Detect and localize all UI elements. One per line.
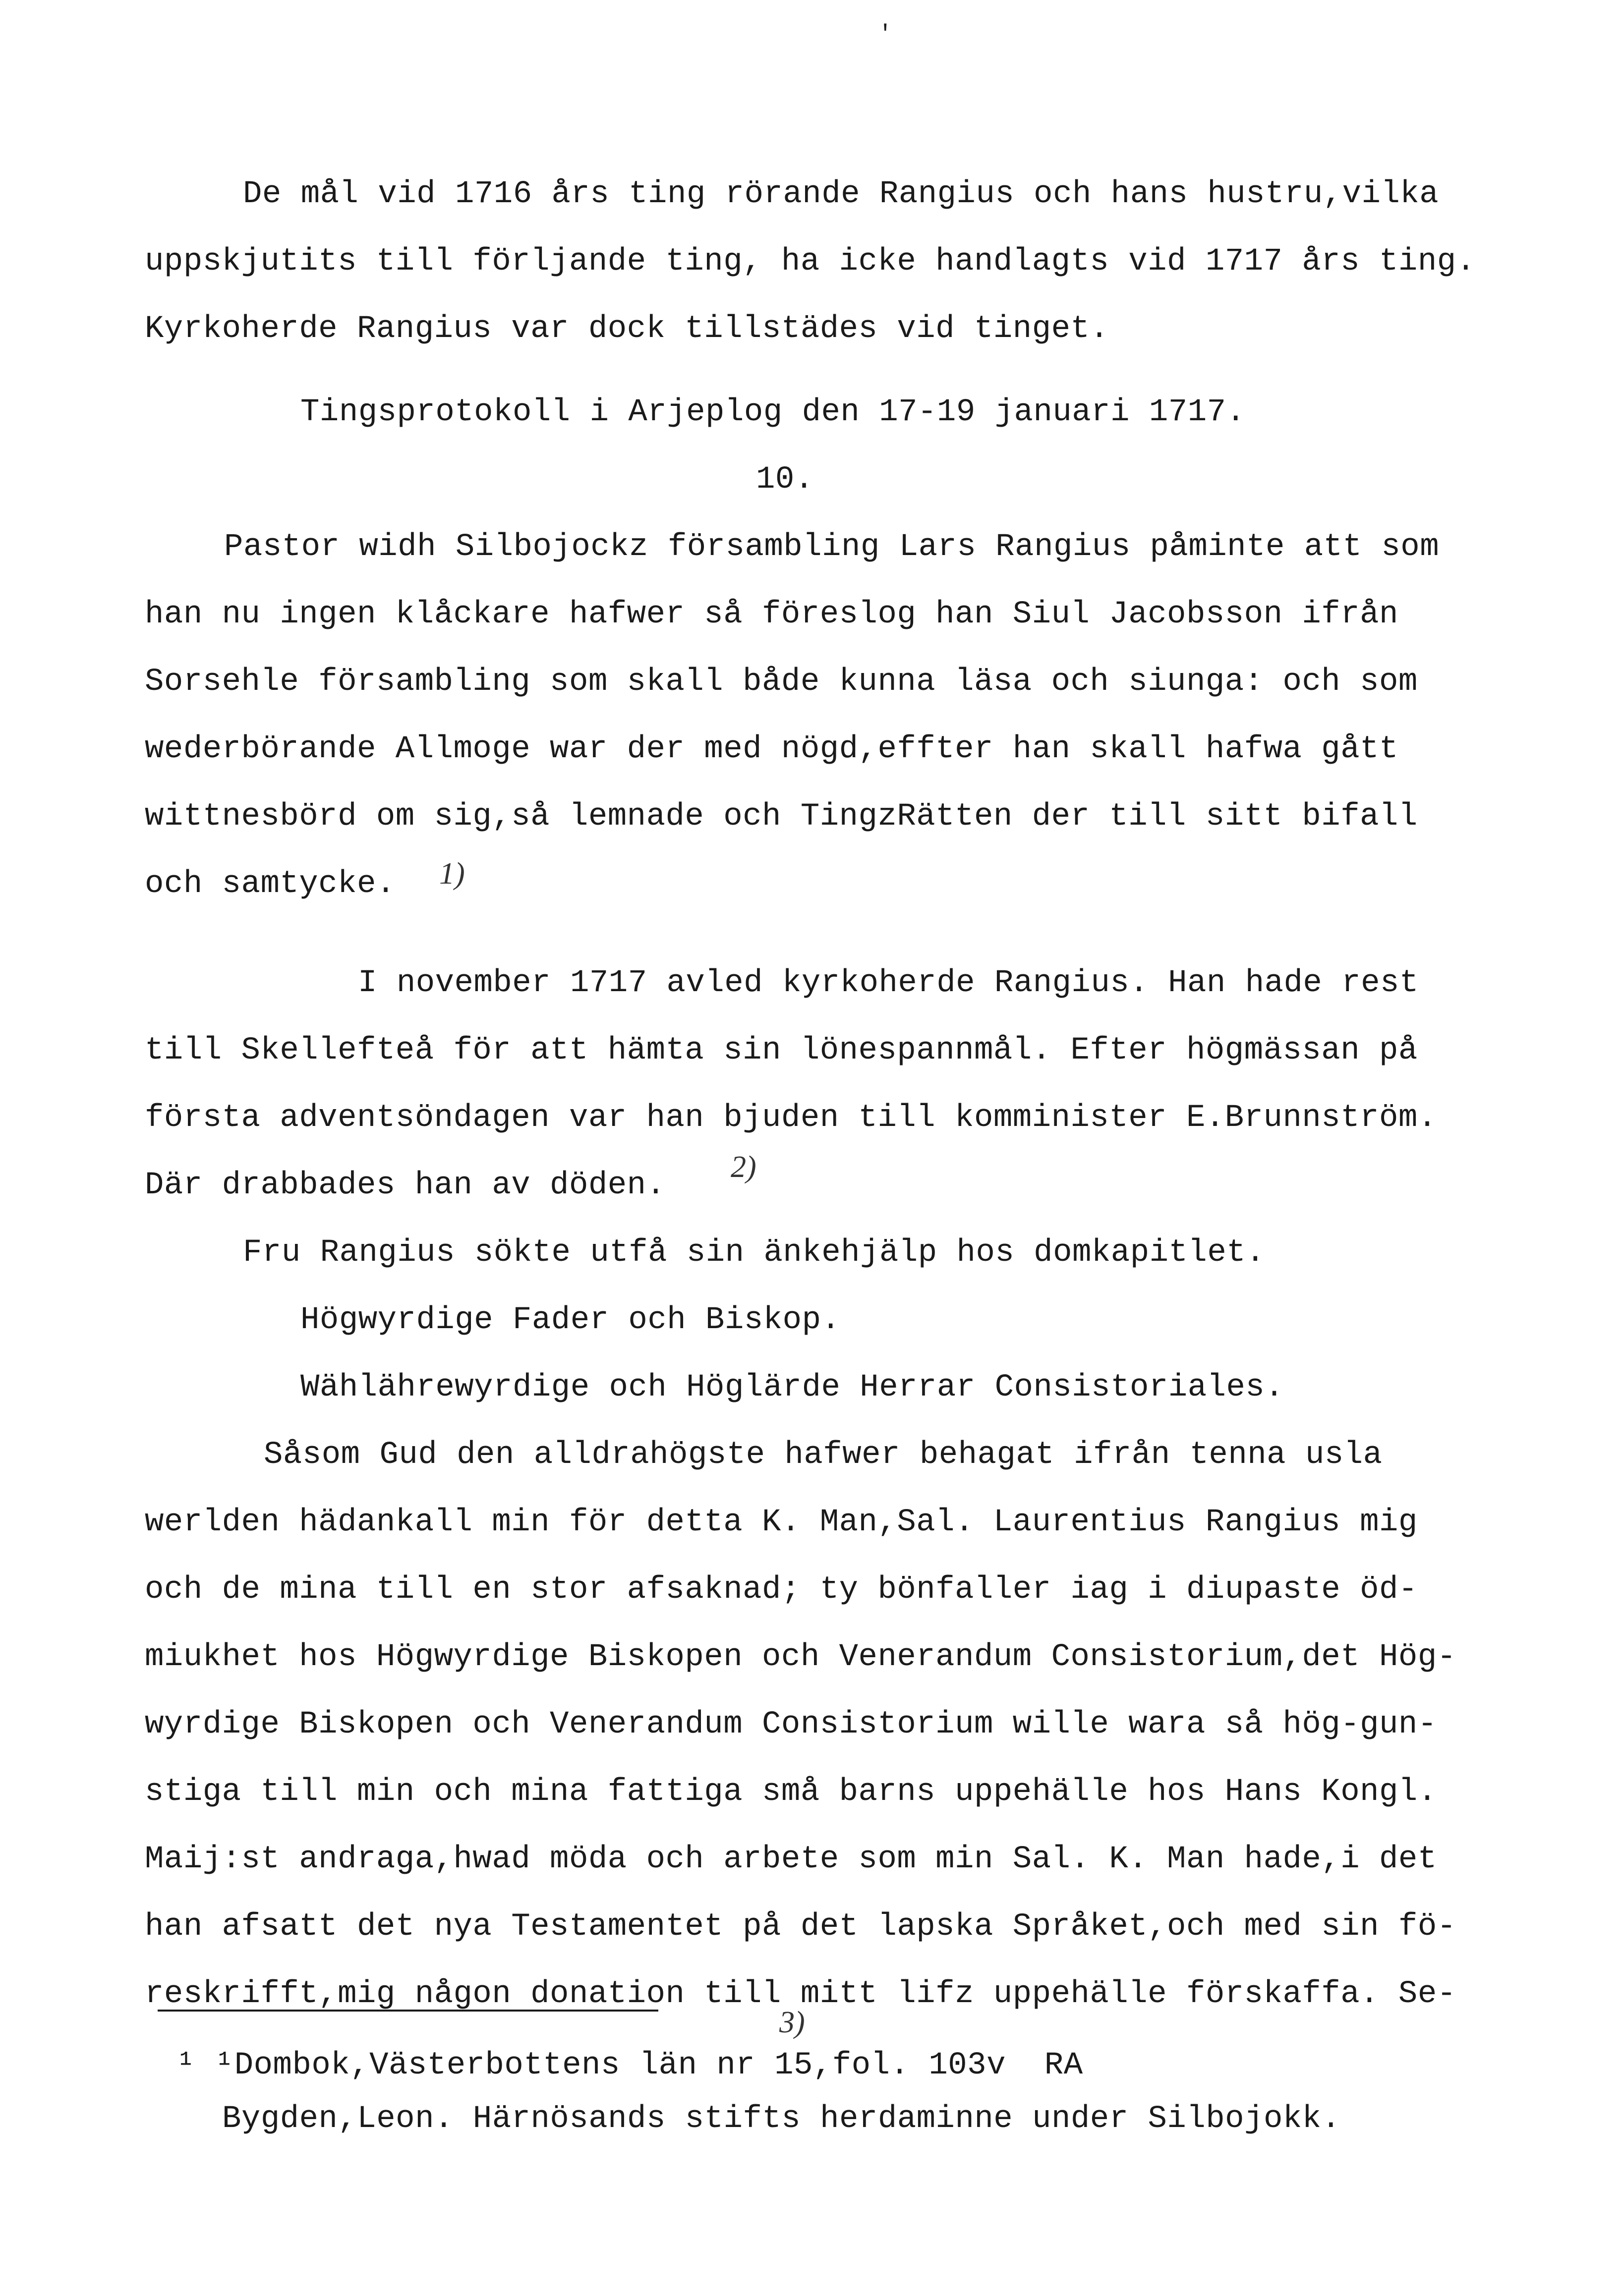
source-reference: Tingsprotokoll i Arjeplog den 17-19 januari 1717.: [300, 394, 1246, 430]
page-mark: ': [878, 21, 892, 47]
p2-line-1: Pastor widh Silbojockz försambling Lars Rangius påminte att som: [224, 529, 1440, 565]
p2-line-4: wederbörande Allmoge war der med nögd,effter han skall hafwa gått: [145, 731, 1398, 767]
p1-line-1: De mål vid 1716 års ting rörande Rangius och hans hustru,vilka: [243, 176, 1439, 212]
p1-line-2: uppskjutits till förljande ting, ha icke handlagts vid 1717 års ting.: [145, 244, 1476, 280]
p3-line-1: I november 1717 avled kyrkoherde Rangius. Han hade rest: [358, 965, 1419, 1001]
footnote-marker-3: 3): [779, 2006, 805, 2039]
p4-line: Fru Rangius sökte utfå sin änkehjälp hos domkapitlet.: [243, 1235, 1266, 1271]
p2-line-6: och samtycke.: [145, 866, 396, 902]
p5-line-2: werlden hädankall min för detta K. Man,Sal. Laurentius Rangius mig: [145, 1505, 1418, 1540]
p5-line-6: stiga till min och mina fattiga små barns uppehälle hos Hans Kongl.: [145, 1774, 1437, 1810]
p2-line-5: wittnesbörd om sig,så lemnade och TingzRätten der till sitt bifall: [145, 799, 1418, 835]
footnote-rule: [158, 2010, 658, 2012]
p5-line-4: miukhet hos Högwyrdige Biskopen och Venerandum Consistorium,det Hög-: [145, 1639, 1456, 1675]
footnote-marker-1: 1): [439, 857, 465, 891]
salutation-1: Högwyrdige Fader och Biskop.: [300, 1302, 841, 1338]
footnote-1: ¹ ¹Dombok,Västerbottens län nr 15,fol. 103v RA: [176, 2048, 1083, 2083]
p2-line-3: Sorsehle försambling som skall både kunna läsa och siunga: och som: [145, 664, 1418, 700]
footnote-marker-2: 2): [731, 1150, 756, 1184]
p5-line-3: och de mina till en stor afsaknad; ty bönfaller iag i diupaste öd-: [145, 1572, 1418, 1608]
p3-line-2: till Skellefteå för att hämta sin lönespannmål. Efter högmässan på: [145, 1033, 1418, 1068]
p5-line-7: Maij:st andraga,hwad möda och arbete som min Sal. K. Man hade,i det: [145, 1842, 1437, 1877]
p3-line-3: första adventsöndagen var han bjuden till komminister E.Brunnström.: [145, 1100, 1437, 1136]
p2-line-2: han nu ingen klåckare hafwer så föreslog han Siul Jacobsson ifrån: [145, 597, 1398, 632]
p5-line-5: wyrdige Biskopen och Venerandum Consistorium wille wara så hög-gun-: [145, 1707, 1437, 1742]
p5-line-8: han afsatt det nya Testamentet på det lapska Språket,och med sin fö-: [145, 1909, 1456, 1945]
p3-line-4: Där drabbades han av döden.: [145, 1168, 666, 1203]
p5-line-9: reskrifft,mig någon donation till mitt lifz uppehälle förskaffa. Se-: [145, 1976, 1456, 2012]
section-number: 10.: [756, 462, 814, 498]
p5-line-1: Såsom Gud den alldrahögste hafwer behagat ifrån tenna usla: [264, 1437, 1383, 1473]
p1-line-3: Kyrkoherde Rangius var dock tillstädes vid tinget.: [145, 311, 1109, 347]
salutation-2: Wählährewyrdige och Höglärde Herrar Consistoriales.: [300, 1370, 1284, 1405]
footnote-2: Bygden,Leon. Härnösands stifts herdaminne under Silbojokk.: [222, 2101, 1341, 2137]
